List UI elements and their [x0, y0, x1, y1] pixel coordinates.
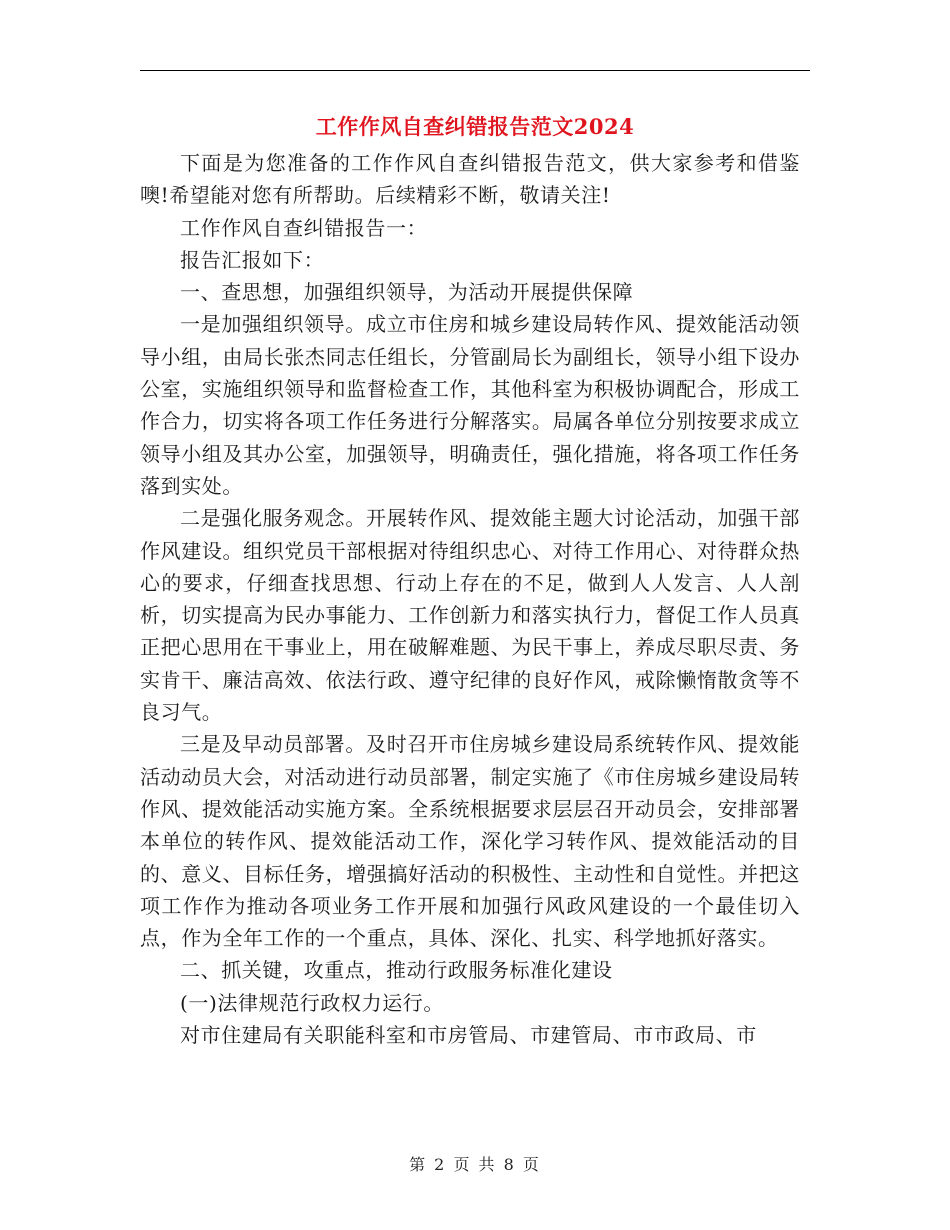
paragraph-item-1: 一是加强组织领导。成立市住房和城乡建设局转作风、提效能活动领导小组，由局长张杰同志任组长，分管副局长为副组长，领导小组下设办公室，实施组织领导和监督检查工作，其他科室为积极协调配合，形成工作合力，切实将各项工作任务进行分解落实。局属各单位分别按要求成立领导小组及其办公室，加强领导，明确责任，强化措施，将各项工作任务落到实处。	[140, 312, 800, 498]
document-body	[140, 147, 800, 1051]
header-rule	[140, 70, 810, 71]
paragraph-report-heading: 工作作风自查纠错报告一：	[180, 215, 428, 240]
section-heading-2: 二、抓关键，攻重点，推动行政服务标准化建设	[180, 958, 613, 983]
paragraph-intro: 下面是为您准备的工作作风自查纠错报告范文，供大家参考和借鉴噢!希望能对您有所帮助。后续精彩不断，敬请关注!	[140, 151, 800, 208]
paragraph-item-2: 二是强化服务观念。开展转作风、提效能主题大讨论活动，加强干部作风建设。组织党员干部根据对待组织忠心、对待工作用心、对待群众热心的要求，仔细查找思想、行动上存在的不足，做到人人发言、人人剖析，切实提高为民办事能力、工作创新力和落实执行力，督促工作人员真正把心思用在干事业上，用在破解难题、为民干事上，养成尽职尽责、务实肯干、廉洁高效、依法行政、遵守纪律的良好作风，戒除懒惰散贪等不良习气。	[140, 506, 800, 725]
section-heading-1: 一、查思想，加强组织领导，为活动开展提供保障	[180, 280, 634, 305]
paragraph-continued: 对市住建局有关职能科室和市房管局、市建管局、市市政局、市	[180, 1023, 757, 1048]
paragraph-item-3: 三是及早动员部署。及时召开市住房城乡建设局系统转作风、提效能活动动员大会，对活动进行动员部署，制定实施了《市住房城乡建设局转作风、提效能活动实施方案。全系统根据要求层层召开动员会，安排部署本单位的转作风、提效能活动工作，深化学习转作风、提效能活动的目的、意义、目标任务，增强搞好活动的积极性、主动性和自觉性。并把这项工作作为推动各项业务工作开展和加强行风政风建设的一个最佳切入点，作为全年工作的一个重点，具体、深化、扎实、科学地抓好落实。	[140, 732, 800, 951]
page-number: 第 2 页 共 8 页	[409, 1155, 541, 1174]
document-title: 工作作风自查纠错报告范文2024	[315, 114, 635, 139]
paragraph-report-lead: 报告汇报如下：	[180, 247, 325, 272]
subsection-heading-1: (一)法律规范行政权力运行。	[180, 990, 445, 1015]
